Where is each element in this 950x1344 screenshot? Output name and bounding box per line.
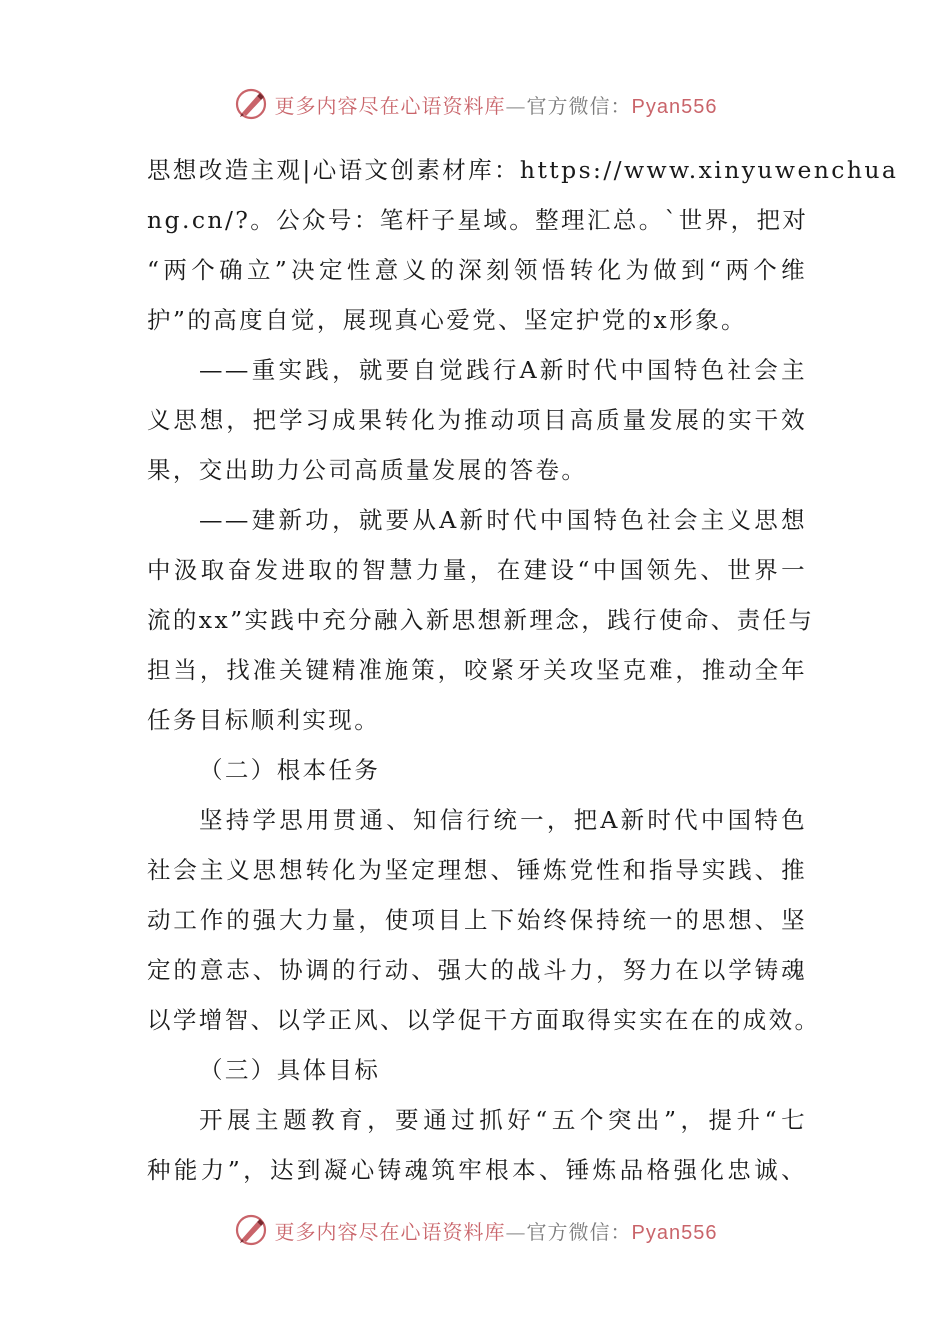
banner-wechat-label: 官方微信： bbox=[526, 93, 632, 118]
pen-logo-icon bbox=[233, 1212, 269, 1248]
banner-wechat-id: Pyan556 bbox=[631, 95, 718, 118]
body-line: 流的xx”实践中充分融入新思想新理念，践行使命、责任与 bbox=[147, 606, 815, 634]
body-line: 任务目标顺利实现。 bbox=[147, 706, 381, 734]
banner-title: 更多内容尽在心语资料库 bbox=[274, 93, 506, 118]
banner-text bbox=[275, 90, 718, 119]
body-line: 护”的高度自觉，展现真心爱党、坚定护党的x形象。 bbox=[147, 306, 747, 334]
pen-logo-icon bbox=[233, 86, 269, 122]
body-line: 以学增智、以学正风、以学促干方面取得实实在在的成效。 bbox=[147, 1006, 821, 1034]
header-watermark-banner bbox=[0, 84, 950, 124]
body-line: 担当，找准关键精准施策，咬紧牙关攻坚克难，推动全年 bbox=[147, 656, 807, 684]
banner-wechat-id: Pyan556 bbox=[631, 1221, 718, 1244]
banner-text bbox=[275, 1216, 718, 1245]
banner-title: 更多内容尽在心语资料库 bbox=[274, 1219, 506, 1244]
banner-content bbox=[233, 1212, 718, 1248]
body-line: ——建新功，就要从A新时代中国特色社会主义思想 bbox=[199, 506, 807, 534]
banner-separator: — bbox=[505, 1219, 527, 1244]
body-line: 思想改造主观|心语文创素材库：https://www.xinyuwenchua bbox=[147, 156, 899, 184]
footer-watermark-banner bbox=[0, 1210, 950, 1250]
banner-content bbox=[233, 86, 718, 122]
body-line: 种能力”，达到凝心铸魂筑牢根本、锤炼品格强化忠诚、 bbox=[147, 1156, 807, 1184]
body-line: 开展主题教育，要通过抓好“五个突出”，提升“七 bbox=[199, 1106, 807, 1134]
section-heading: （三）具体目标 bbox=[199, 1056, 381, 1084]
banner-wechat-label: 官方微信： bbox=[526, 1219, 632, 1244]
body-line: 坚持学思用贯通、知信行统一，把A新时代中国特色 bbox=[199, 806, 807, 834]
body-line: 社会主义思想转化为坚定理想、锤炼党性和指导实践、推 bbox=[147, 856, 807, 884]
body-line: 中汲取奋发进取的智慧力量，在建设“中国领先、世界一 bbox=[147, 556, 807, 584]
body-line: “两个确立”决定性意义的深刻领悟转化为做到“两个维 bbox=[147, 256, 807, 284]
body-line: ——重实践，就要自觉践行A新时代中国特色社会主 bbox=[199, 356, 807, 384]
body-line: ng.cn/?。公众号：笔杆子星域。整理汇总。`世界，把对 bbox=[147, 206, 809, 234]
section-heading: （二）根本任务 bbox=[199, 756, 381, 784]
banner-separator: — bbox=[505, 93, 527, 118]
body-line: 果，交出助力公司高质量发展的答卷。 bbox=[147, 456, 588, 484]
body-line: 动工作的强大力量，使项目上下始终保持统一的思想、坚 bbox=[147, 906, 807, 934]
document-body bbox=[147, 145, 899, 1195]
body-line: 义思想，把学习成果转化为推动项目高质量发展的实干效 bbox=[147, 406, 807, 434]
body-line: 定的意志、协调的行动、强大的战斗力，努力在以学铸魂 bbox=[147, 956, 807, 984]
